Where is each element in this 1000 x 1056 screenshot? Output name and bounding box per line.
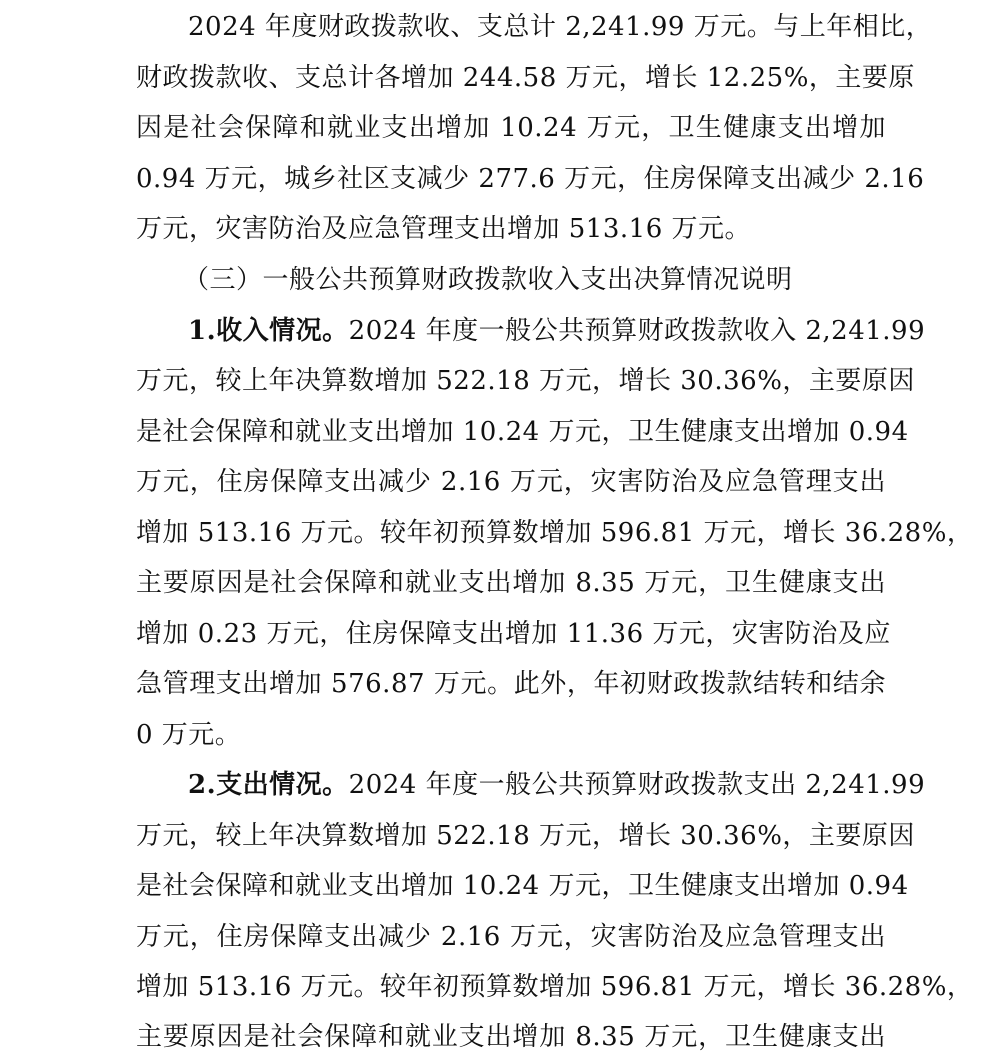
para1-line-4: 0.94 万元，城乡社区支减少 277.6 万元，住房保障支出减少 2.16	[136, 164, 925, 194]
expenditure-line-2: 万元，较上年决算数增加 522.18 万元，增长 30.36%，主要原因	[136, 821, 915, 851]
expenditure-first-line-text: 2024 年度一般公共预算财政拨款支出 2,241.99	[348, 770, 926, 800]
income-line-8: 急管理支出增加 576.87 万元。此外，年初财政拨款结转和结余	[136, 669, 886, 699]
income-line-3: 是社会保障和就业支出增加 10.24 万元，卫生健康支出增加 0.94	[136, 417, 909, 447]
income-line-1	[188, 314, 926, 348]
expenditure-label: 2.支出情况。	[188, 770, 349, 800]
para1-line-3: 因是社会保障和就业支出增加 10.24 万元，卫生健康支出增加	[136, 113, 886, 143]
income-first-line-text: 2024 年度一般公共预算财政拨款收入 2,241.99	[348, 316, 926, 346]
income-label: 1.收入情况。	[188, 316, 349, 346]
income-line-2: 万元，较上年决算数增加 522.18 万元，增长 30.36%，主要原因	[136, 366, 915, 396]
para1-line-2: 财政拨款收、支总计各增加 244.58 万元，增长 12.25%，主要原	[136, 63, 915, 93]
expenditure-line-4: 万元，住房保障支出减少 2.16 万元，灾害防治及应急管理支出	[136, 922, 886, 952]
expenditure-line-1	[188, 768, 926, 802]
income-line-7: 增加 0.23 万元，住房保障支出增加 11.36 万元，灾害防治及应	[136, 619, 891, 649]
para1-line-1: 2024 年度财政拨款收、支总计 2,241.99 万元。与上年相比，	[188, 12, 933, 42]
section-heading: （三）一般公共预算财政拨款收入支出决算情况说明	[183, 265, 793, 295]
income-line-6: 主要原因是社会保障和就业支出增加 8.35 万元，卫生健康支出	[136, 568, 886, 598]
expenditure-line-6: 主要原因是社会保障和就业支出增加 8.35 万元，卫生健康支出	[136, 1022, 886, 1052]
expenditure-line-3: 是社会保障和就业支出增加 10.24 万元，卫生健康支出增加 0.94	[136, 871, 909, 901]
income-line-5: 增加 513.16 万元。较年初预算数增加 596.81 万元，增长 36.28%，	[136, 518, 974, 548]
expenditure-line-5: 增加 513.16 万元。较年初预算数增加 596.81 万元，增长 36.28%，	[136, 972, 974, 1002]
income-line-4: 万元，住房保障支出减少 2.16 万元，灾害防治及应急管理支出	[136, 467, 886, 497]
para1-line-5: 万元，灾害防治及应急管理支出增加 513.16 万元。	[136, 214, 752, 244]
income-line-9: 0 万元。	[136, 720, 242, 750]
